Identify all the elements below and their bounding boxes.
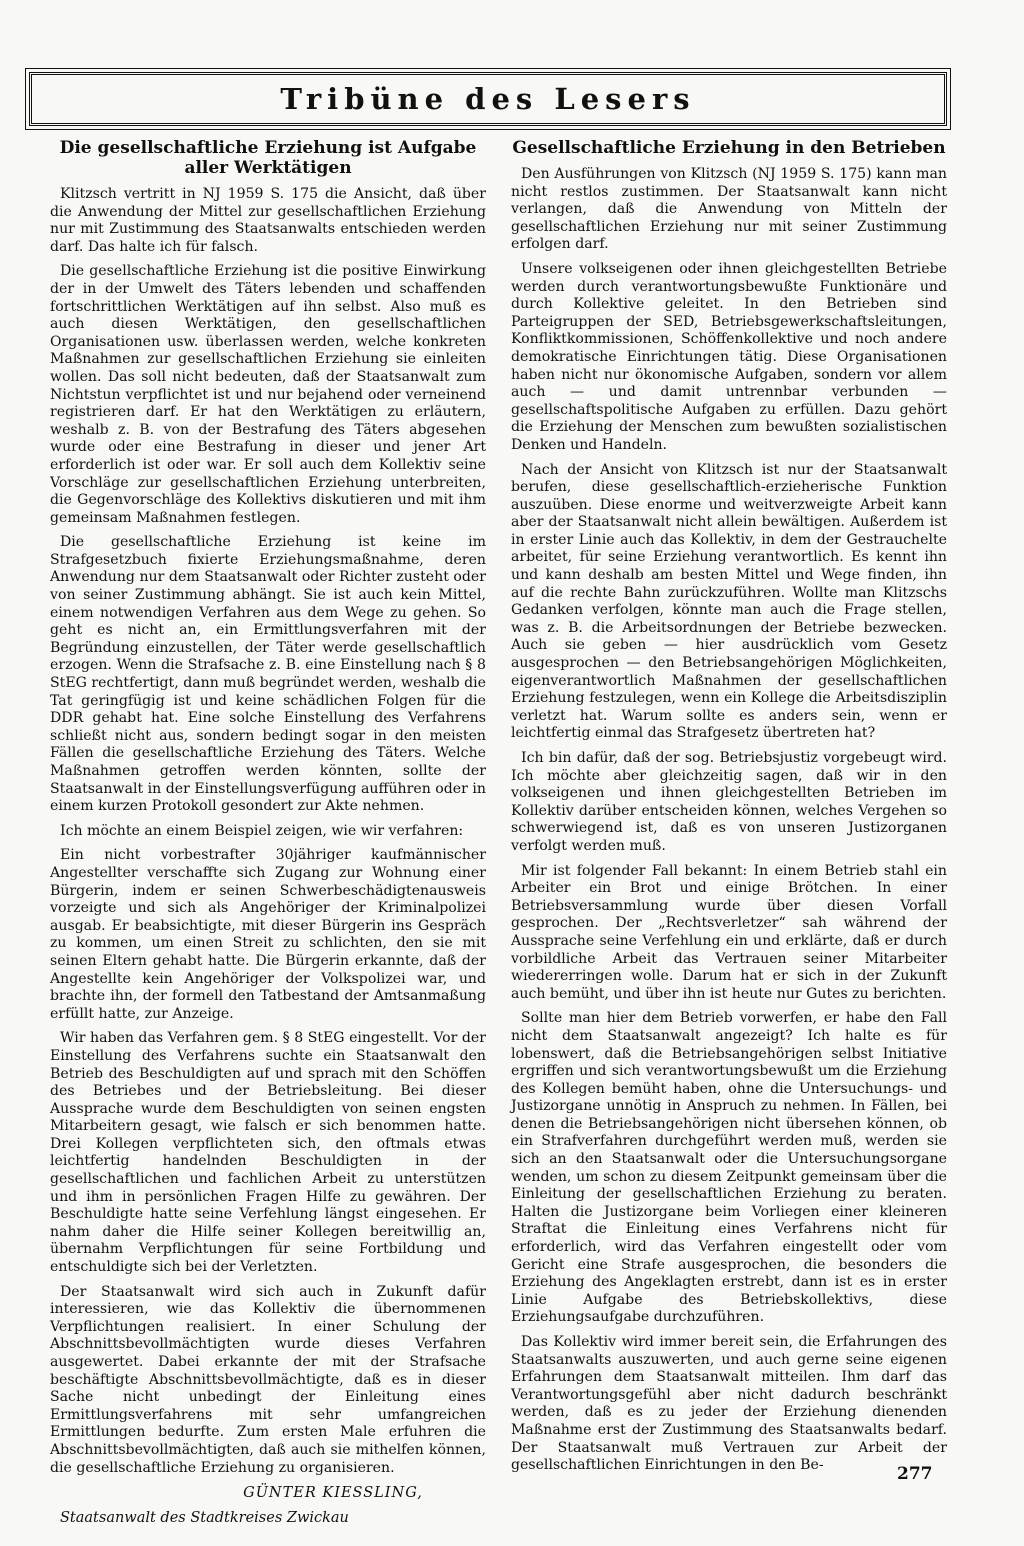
paragraph: Wir haben das Verfahren gem. § 8 StEG eingestellt. Vor der Einstellung des Verfahrens suchte ein Staatsanwalt den Betrieb des Beschuldigten auf und sprach mit den Schöffen des Betriebes und der Betriebsleitung. Bei dieser Aussprache wurde dem Beschuldigten von seinen engsten Mitarbeitern gesagt, wie falsch er sich benommen hatte. Drei Kollegen verpflichteten sich, den oftmals etwas leichtfertig handelnden Beschuldigten in der gesellschaftlichen und fachlichen Arbeit zu unterstützen und ihm in persönlichen Fragen Hilfe zu gewähren. Der Beschuldigte hatte seine Verfehlung längst eingesehen. Er nahm daher die Hilfe seiner Kollegen bereitwillig an, übernahm Verpflichtungen für seine Fortbildung und entschuldigte sich bei der Verletzten. [50,1030,486,1276]
paragraph: Die gesellschaftliche Erziehung ist die positive Einwirkung der in der Umwelt des Täters lebenden und schaffenden fortschrittlichen Werktätigen auf ihn selbst. Also muß es auch diesen Werktätigen, den gesellschaftlichen Organisationen usw. überlassen werden, welche konkreten Maßnahmen zur gesellschaftlichen Erziehung sie einleiten wollen. Das soll nicht bedeuten, daß der Staatsanwalt zum Nichtstun verpflichtet ist und nur bejahend oder verneinend registrieren darf. Er hat den Werktätigen zu erläutern, weshalb z. B. von der Bestrafung des Täters abgesehen wurde oder eine Bestrafung in dieser und jener Art erforderlich ist oder war. Er soll auch dem Kollektiv seine Vorschläge zur gesellschaftlichen Erziehung unterbreiten, die Gegenvorschläge des Kollektivs diskutieren und mit ihm gemeinsam Maßnahmen festlegen. [50,263,486,526]
left-article-title: Die gesellschaftliche Erziehung ist Aufgabe aller Werktätigen [59,138,477,178]
section-banner [29,72,947,126]
right-article [511,138,947,1476]
paragraph: Ein nicht vorbestrafter 30jähriger kaufmännischer Angestellter verschaffte sich Zugang zur Wohnung einer Bürgerin, indem er seinen Schwerbeschädigtenausweis vorzeigte und sich als Angehöriger der Kriminalpolizei ausgab. Er beabsichtigte, mit dieser Bürgerin ins Gespräch zu kommen, um einen Streit zu schlichten, den sie mit seinen Eltern gehabt hatte. Die Bürgerin erkannte, daß der Angestellte kein Angehöriger der Volkspolizei war, und brachte ihn, der formell den Tatbestand der Amtsanmaßung erfüllt hatte, zur Anzeige. [50,847,486,1022]
paragraph: Klitzsch vertritt in NJ 1959 S. 175 die Ansicht, daß über die Anwendung der Mittel zur gesellschaftlichen Erziehung nur mit Zustimmung des Staatsanwalts entschieden werden darf. Das halte ich für falsch. [50,186,486,255]
paragraph: Die gesellschaftliche Erziehung ist keine im Strafgesetzbuch fixierte Erziehungsmaßnahme, deren Anwendung nur dem Staatsanwalt oder Richter zusteht oder von seiner Zustimmung abhängt. Sie ist auch kein Mittel, einem notwendigen Verfahren aus dem Wege zu gehen. So geht es nicht an, ein Ermittlungsverfahren mit der Begründung einzustellen, der Täter werde gesellschaftlich erzogen. Wenn die Strafsache z. B. eine Einstellung nach § 8 StEG rechtfertigt, dann muß begründet werden, weshalb die Tat geringfügig ist und keine schädlichen Folgen für die DDR gehabt hat. Eine solche Einstellung des Verfahrens schließt nicht aus, sondern bedingt sogar in den meisten Fällen die gesellschaftliche Erziehung des Täters. Welche Maßnahmen getroffen werden könnten, sollte der Staatsanwalt in der Einstellungsverfügung aufführen oder in einem kurzen Protokoll gesondert zur Akte nehmen. [50,534,486,815]
paragraph: Der Staatsanwalt wird sich auch in Zukunft dafür interessieren, wie das Kollektiv die übernommenen Verpflichtungen realisiert. In einer Schulung der Abschnittsbevollmächtigten wurde dieses Verfahren ausgewertet. Dabei erkannte der mit der Strafsache beschäftigte Abschnittsbevollmächtigte, daß es in dieser Sache nicht unbedingt der Einleitung eines Ermittlungsverfahrens mit sehr umfangreichen Ermittlungen bedurfte. Zum ersten Male erfuhren die Abschnittsbevollmächtigten, daß auch sie mithelfen können, die gesellschaftliche Erziehung zu organisieren. [50,1283,486,1476]
left-article [50,138,486,1527]
paragraph: Nach der Ansicht von Klitzsch ist nur der Staatsanwalt berufen, diese gesellschaftlich-erzieherische Funktion auszuüben. Diese enorme und weitverzweigte Arbeit kann aber der Staatsanwalt nicht allein bewältigen. Außerdem ist in erster Linie auch das Kollektiv, in dem der Gestrauchelte arbeitet, für seine Erziehung verantwortlich. Es kennt ihn und kann deshalb am besten Mittel und Wege finden, ihn auf die rechte Bahn zurückzuführen. Wollte man Klitzschs Gedanken verfolgen, könnte man auch die Frage stellen, was z. B. die Arbeitsordnungen der Betriebe bezwecken. Auch sie geben — hier ausdrücklich vom Gesetz ausgesprochen — den Betriebsangehörigen Möglichkeiten, eigenverantwortlich Maßnahmen der gesellschaftlichen Erziehung festzulegen, wenn ein Kollege die Arbeitsdisziplin verletzt hat. Warum sollte es anders sein, wenn er leichtfertig einmal das Strafgesetz übertreten hat? [511,461,947,742]
author-name: GÜNTER KIESSLING, [243,1485,423,1502]
paragraph: Den Ausführungen von Klitzsch (NJ 1959 S. 175) kann man nicht restlos zustimmen. Der Staatsanwalt kann nicht verlangen, daß die Anwendung von Mitteln der gesellschaftlichen Erziehung nur mit seiner Zustimmung erfolgen darf. [511,166,947,253]
paragraph: Ich möchte an einem Beispiel zeigen, wie wir verfahren: [60,822,464,839]
page-number: 277 [897,1464,933,1484]
paragraph: Mir ist folgender Fall bekannt: In einem Betrieb stahl ein Arbeiter ein Brot und einige Brötchen. In einer Betriebsversammlung wurde über diesen Vorfall gesprochen. Der „Rechtsverletzer“ sah während der Aussprache seine Verfehlung ein und erklärte, daß er durch vorbildliche Arbeit das Vertrauen seiner Mitarbeiter wiedererringen wolle. Darum hat er sich in der Zukunft auch bemüht, und über ihn ist heute nur Gutes zu berichten. [511,862,947,1002]
section-title: Tribüne des Lesers [280,82,696,116]
paragraph: Sollte man hier dem Betrieb vorwerfen, er habe den Fall nicht dem Staatsanwalt angezeigt? Ich halte es für lobenswert, daß die Betriebsangehörigen selbst Initiative ergriffen und sich verantwortungsbewußt um die Erziehung des Kollegen bemüht haben, ohne die Untersuchungs- und Justizorgane unnötig in Anspruch zu nehmen. In Fällen, bei denen die Betriebsangehörigen nicht übersehen können, ob ein Strafverfahren durchgeführt werden muß, werden sie sich an den Staatsanwalt oder die Untersuchungsorgane wenden, um schon zu diesem Zeitpunkt gemeinsam über die Einleitung der gesellschaftlichen Erziehung zu beraten. Halten die Justizorgane beim Vorliegen einer kleineren Straftat die Einleitung eines Verfahrens nicht für erforderlich, wird das Verfahren eingestellt oder vom Gericht eine Strafe ausgesprochen, die besonders die Erziehung des Angeklagten erstrebt, dann ist es in erster Linie Aufgabe des Betriebskollektivs, diese Erziehungsaufgabe durchzuführen. [511,1010,947,1326]
author-role: Staatsanwalt des Stadtkreises Zwickau [60,1510,349,1527]
paragraph: Unsere volkseigenen oder ihnen gleichgestellten Betriebe werden durch verantwortungsbewußte Funktionäre und durch Kollektive geleitet. In den Betrieben sind Parteigruppen der SED, Betriebsgewerkschaftsleitungen, Konfliktkommissionen, Schöffenkollektive und noch andere demokratische Einrichtungen tätig. Diese Organisationen haben nicht nur ökonomische Aufgaben, sondern vor allem auch — und damit untrennbar verbunden — gesellschaftspolitische Aufgaben zu erfüllen. Dazu gehört die Erziehung der Menschen zum bewußten sozialistischen Denken und Handeln. [511,260,947,453]
paragraph: Das Kollektiv wird immer bereit sein, die Erfahrungen des Staatsanwalts auszuwerten, und auch gerne seine eigenen Erfahrungen dem Staatsanwalt mitteilen. Ihm darf das Verantwortungsgefühl aber nicht dadurch beschränkt werden, daß es zu jeder der Erziehung dienenden Maßnahme erst der Zustimmung des Staatsanwalts bedarf. Der Staatsanwalt muß Vertrauen zur Arbeit der gesellschaftlichen Einrichtungen in den Be- [511,1334,947,1474]
right-article-title: Gesellschaftliche Erziehung in den Betrieben [512,138,946,158]
paragraph: Ich bin dafür, daß der sog. Betriebsjustiz vorgebeugt wird. Ich möchte aber gleichzeitig sagen, daß wir in den volkseigenen und ihnen gleichgestellten Betrieben im Kollektiv darüber entscheiden können, welches Vergehen so schwerwiegend ist, daß es von unseren Justizorganen verfolgt werden muß. [511,750,947,854]
